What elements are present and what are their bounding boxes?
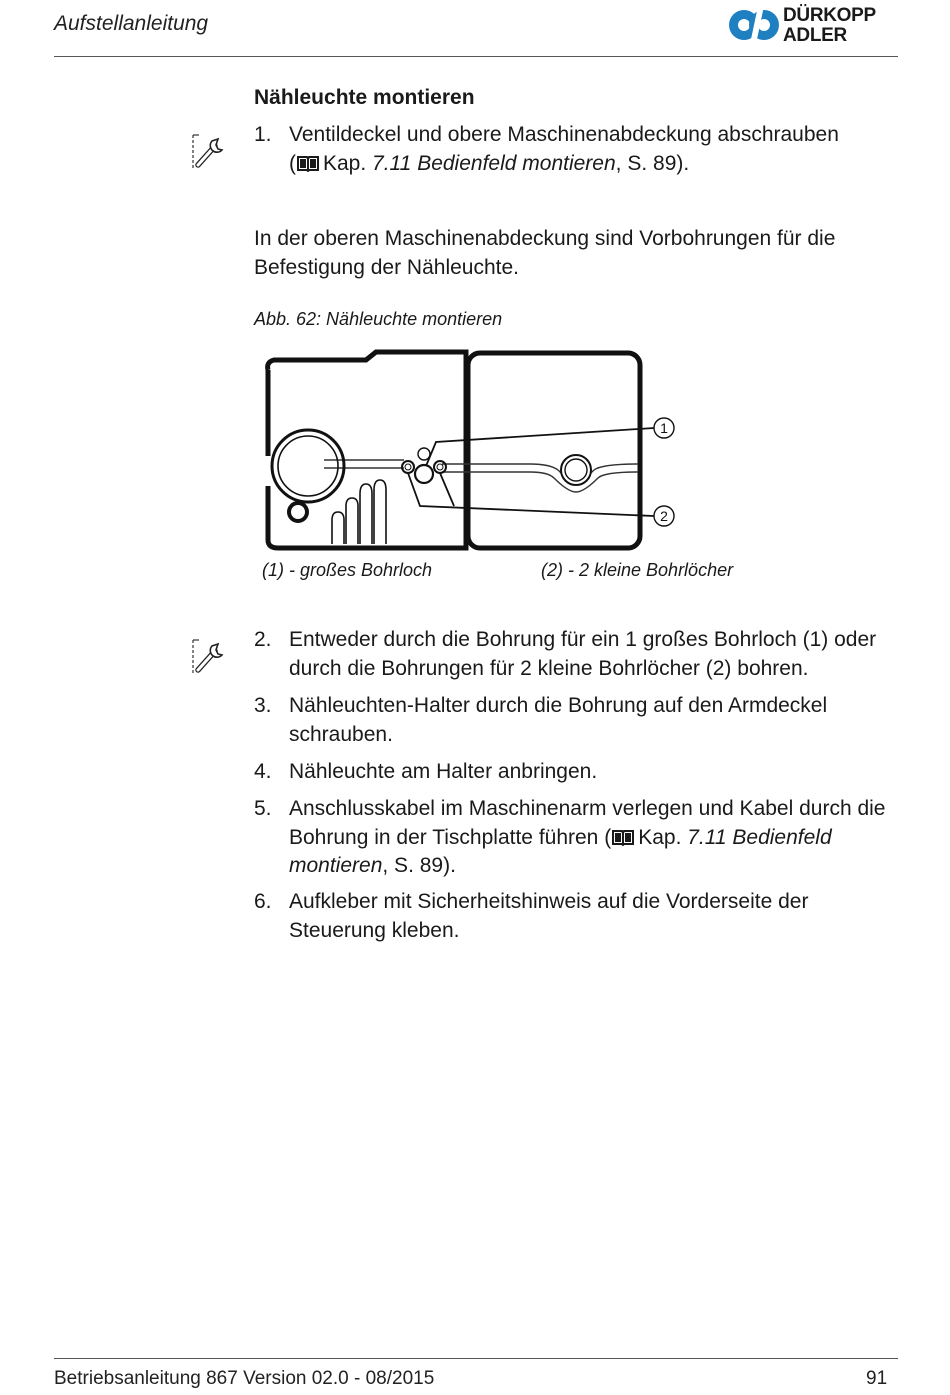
cross-reference-link[interactable]: 7.11 Bedienfeld montieren [372, 151, 616, 175]
step-number: 6. [254, 890, 272, 913]
wrench-icon [192, 133, 228, 171]
wrench-icon [192, 638, 228, 676]
footer-document-info: Betriebsanleitung 867 Version 02.0 - 08/2015 [54, 1368, 435, 1389]
header-divider [54, 56, 898, 57]
ref-kap: Kap. [323, 151, 367, 175]
step-text: Ventildeckel und obere Maschinenabdeckung abschrauben [289, 123, 839, 146]
duerkopp-adler-logo [728, 4, 900, 46]
step-text: Aufkleber mit Sicherheitshinweis auf die Vorderseite der Steuerung kleben. [289, 890, 809, 942]
step-text: Nähleuchte am Halter anbringen. [289, 760, 598, 783]
callout-1: 1 [660, 420, 668, 436]
step-number: 1. [254, 123, 272, 146]
intro-paragraph: In der oberen Maschinenabdeckung sind Vorbohrungen für die Befestigung der Nähleuchte. [254, 227, 836, 279]
step-number: 5. [254, 797, 272, 820]
logo-mark-icon [728, 4, 780, 46]
page-number: 91 [866, 1368, 888, 1389]
section-title: Nähleuchte montieren [254, 86, 475, 109]
logo-text-line1: DÜRKOPP [783, 5, 876, 26]
ref-tail: , S. 89). [615, 151, 690, 175]
figure-label-1: (1) - großes Bohrloch [262, 560, 433, 580]
book-icon [297, 154, 319, 172]
step-text: Entweder durch die Bohrung für ein 1 großes Bohrloch (1) oder durch die Bohrungen für 2 kleine Bohrlöcher (2) bohren. [289, 628, 877, 680]
footer-divider [54, 1358, 898, 1359]
logo-text-line2: ADLER [783, 25, 847, 46]
ref-tail: , S. 89). [382, 854, 456, 877]
book-icon [612, 828, 634, 846]
step-text: Nähleuchten-Halter durch die Bohrung auf den Armdeckel schrauben. [289, 694, 828, 746]
step-text: Anschlusskabel im Maschinenarm verlegen und Kabel durch die Bohrung in der Tischplatte führen ( [289, 797, 886, 849]
figure-label-2: (2) - 2 kleine Bohrlöcher [541, 560, 734, 580]
running-header: Aufstellanleitung [54, 12, 209, 35]
ref-kap: Kap. [638, 825, 682, 849]
step-number: 2. [254, 628, 272, 651]
ref-open: ( [289, 151, 296, 175]
figure-caption: Abb. 62: Nähleuchte montieren [254, 309, 503, 329]
machine-cover-illustration [254, 346, 694, 556]
step-number: 3. [254, 694, 272, 717]
cross-reference-link[interactable]: 7.11 Bedienfeld montieren [289, 825, 832, 877]
step-number: 4. [254, 760, 272, 783]
callout-2: 2 [660, 508, 668, 524]
